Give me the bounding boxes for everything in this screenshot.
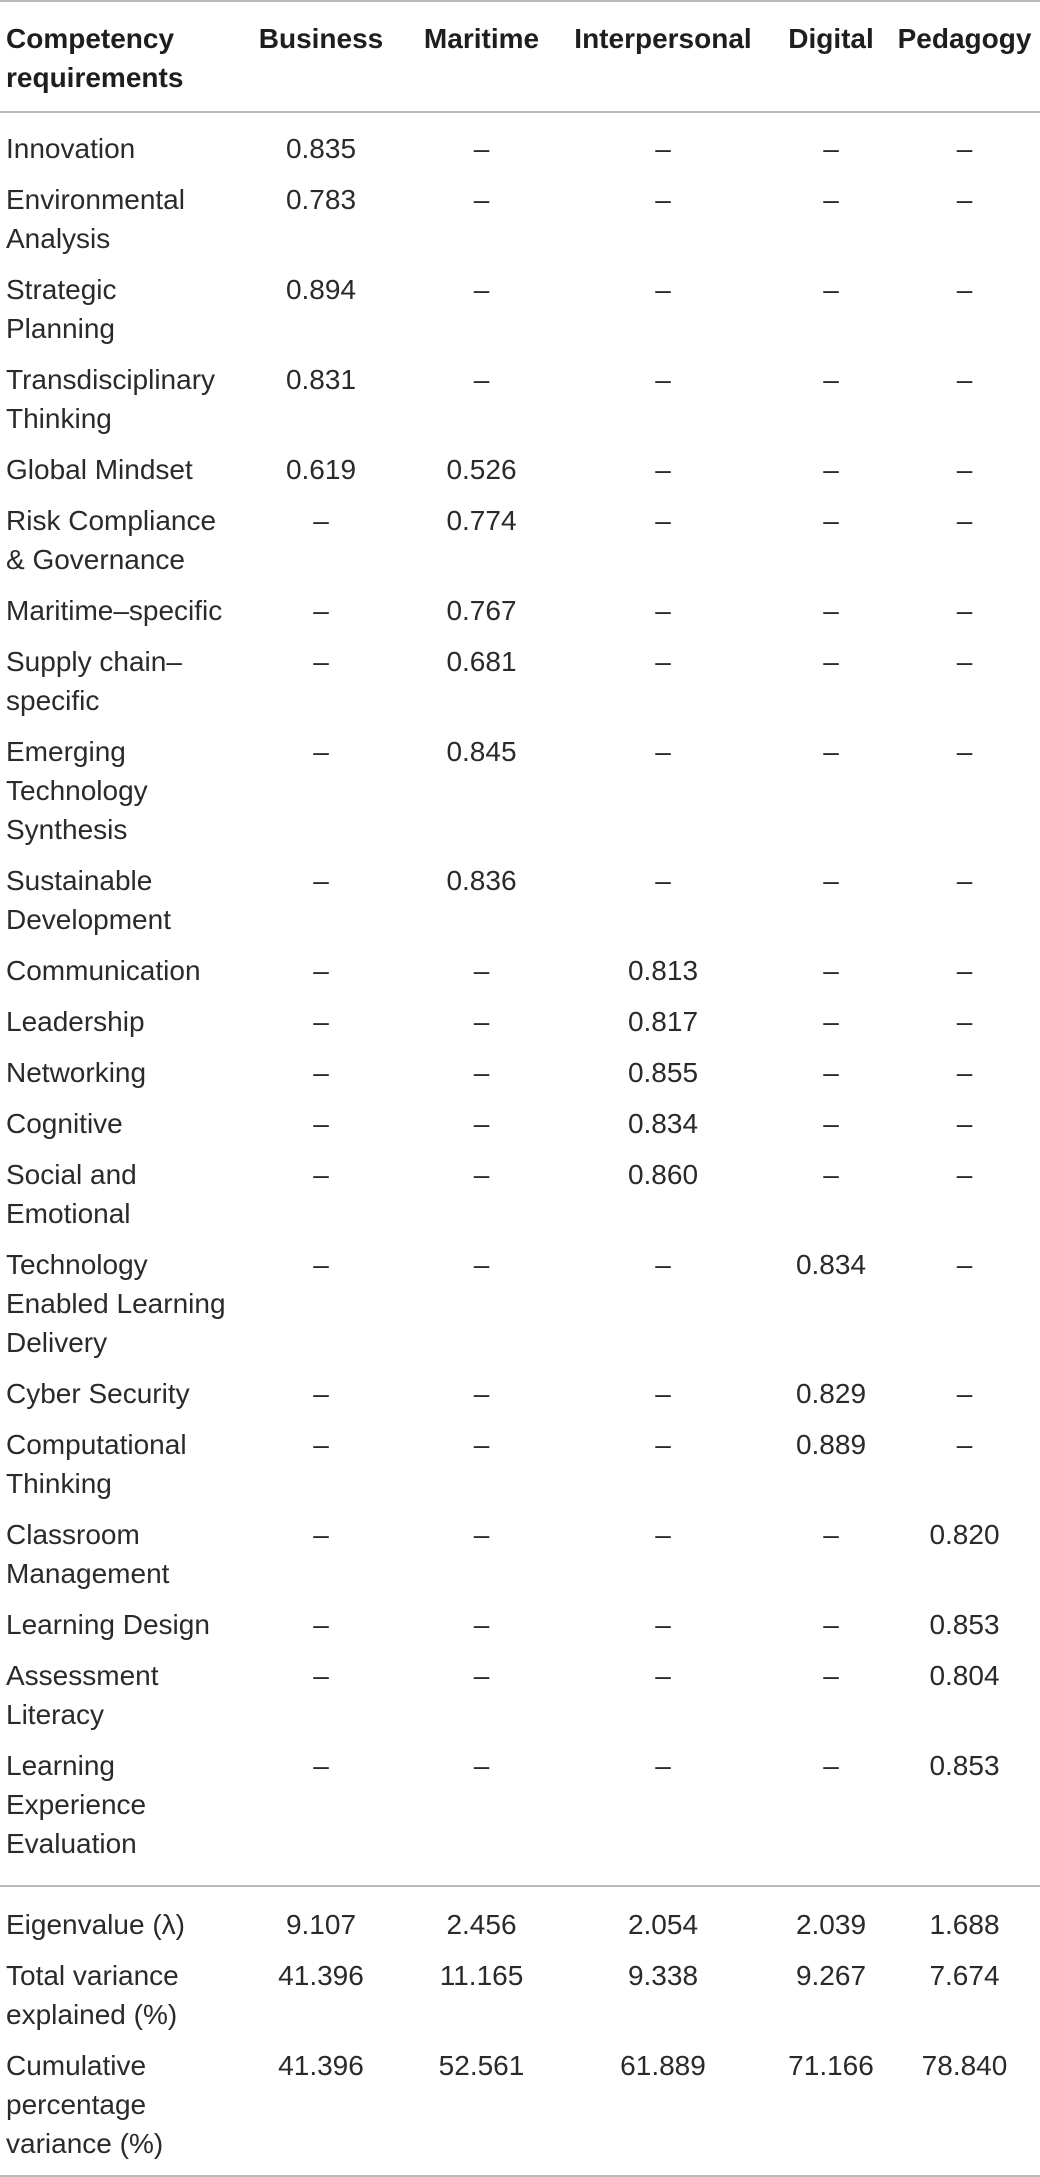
header-digital: Digital <box>773 2 889 112</box>
table-cell: – <box>956 1057 973 1088</box>
table-cell: – <box>956 1429 973 1460</box>
table-row <box>0 1511 1040 1601</box>
table-cell: 0.834 <box>795 1249 867 1280</box>
row-label: Emerging Technology Synthesis <box>6 736 148 845</box>
table-cell: – <box>956 595 973 626</box>
row-label: Learning Experience Evaluation <box>6 1750 147 1859</box>
row-label: Sustainable Development <box>6 865 171 935</box>
row-label: Maritime–specific <box>6 595 223 626</box>
table-cell: 61.889 <box>553 2042 773 2176</box>
table-cell: – <box>313 1609 329 1640</box>
table-cell: 1.688 <box>889 1886 1040 1952</box>
table-cell: 0.526 <box>446 454 517 485</box>
table-cell: – <box>956 1159 973 1190</box>
table-cell: – <box>956 1249 973 1280</box>
table-cell: – <box>956 865 973 896</box>
table-cell: 41.396 <box>232 2042 410 2176</box>
table-cell: – <box>655 1249 671 1280</box>
table-cell: – <box>473 274 490 305</box>
table-cell: – <box>473 184 490 215</box>
table-cell: – <box>956 184 973 215</box>
table-row <box>0 857 1040 947</box>
summary-row <box>0 1952 1040 2042</box>
table-cell: – <box>956 955 973 986</box>
table-row <box>0 1370 1040 1421</box>
row-label: Classroom Management <box>6 1519 170 1589</box>
table-cell: – <box>823 646 839 677</box>
table-cell: – <box>823 1519 839 1550</box>
table-row <box>0 1241 1040 1370</box>
row-label: Eigenvalue (λ) <box>0 1886 232 1952</box>
table-cell: – <box>655 736 671 767</box>
table-cell: 7.674 <box>929 1960 1000 1991</box>
table-cell: – <box>823 1609 839 1640</box>
table-cell: 11.165 <box>439 1960 524 1991</box>
table-cell: – <box>313 1519 329 1550</box>
table-row <box>0 1151 1040 1241</box>
header-pedagogy: Pedagogy <box>889 2 1040 112</box>
table-cell: 0.845 <box>446 736 517 767</box>
row-label: Cumulative percentage variance (%) <box>0 2042 232 2176</box>
table-row <box>0 176 1040 266</box>
table-cell: – <box>823 1057 839 1088</box>
table-cell: – <box>956 1378 973 1409</box>
table-cell: – <box>956 1006 973 1037</box>
table-cell: 0.836 <box>446 865 517 896</box>
table-cell: – <box>655 364 671 395</box>
table-cell: 0.853 <box>929 1609 1000 1640</box>
table-cell: – <box>313 1660 329 1691</box>
table-cell: – <box>823 364 839 395</box>
table-cell: – <box>473 1660 490 1691</box>
table-cell: 0.783 <box>285 184 357 215</box>
table-cell: – <box>823 274 839 305</box>
table-row <box>0 446 1040 497</box>
table-cell: 41.396 <box>278 1960 364 1991</box>
table-cell: – <box>823 736 839 767</box>
table-cell: – <box>823 865 839 896</box>
table-row <box>0 112 1040 176</box>
header-business: Business <box>232 2 410 112</box>
table-cell: – <box>473 364 490 395</box>
table-cell: – <box>313 1108 329 1139</box>
table-row <box>0 998 1040 1049</box>
table-cell: 2.456 <box>410 1886 553 1952</box>
table-cell: – <box>655 274 671 305</box>
table-cell: – <box>655 184 671 215</box>
table-cell: – <box>655 1429 671 1460</box>
row-label: Strategic Planning <box>6 274 117 344</box>
table-cell: – <box>956 454 973 485</box>
table-cell: – <box>655 1519 671 1550</box>
table-cell: – <box>823 454 839 485</box>
row-label: Risk Compliance & Governance <box>6 505 217 575</box>
table-cell: – <box>823 505 839 536</box>
table-cell: – <box>655 454 671 485</box>
table-row <box>0 1601 1040 1652</box>
table-cell: 2.039 <box>773 1886 889 1952</box>
header-maritime: Maritime <box>410 2 553 112</box>
table-cell: – <box>956 736 973 767</box>
table-cell: 0.855 <box>627 1057 699 1088</box>
table-cell: 0.831 <box>285 364 357 395</box>
table-cell: – <box>823 1750 839 1781</box>
row-label: Transdisciplinary Thinking <box>6 364 216 434</box>
table-row <box>0 587 1040 638</box>
table-cell: – <box>823 184 839 215</box>
table-cell: 9.338 <box>627 1960 699 1991</box>
table-cell: – <box>313 1429 329 1460</box>
row-label: Supply chain–specific <box>6 646 182 716</box>
table-cell: – <box>313 736 329 767</box>
row-label: Innovation <box>6 133 136 164</box>
table-row <box>0 1652 1040 1742</box>
table-cell: – <box>313 1057 329 1088</box>
table-row <box>0 266 1040 356</box>
table-cell: – <box>823 1006 839 1037</box>
row-label: Learning Design <box>6 1609 210 1640</box>
table-cell: 0.835 <box>285 133 357 164</box>
table-body <box>0 112 1040 1886</box>
table-cell: – <box>313 1750 329 1781</box>
table-cell: 2.054 <box>553 1886 773 1952</box>
table-cell: 0.813 <box>627 955 699 986</box>
table-cell: 9.107 <box>232 1886 410 1952</box>
row-label: Communication <box>6 955 201 986</box>
table-cell: 71.166 <box>773 2042 889 2176</box>
table-cell: – <box>473 1159 490 1190</box>
table-cell: – <box>823 1108 839 1139</box>
table-cell: – <box>313 646 329 677</box>
table-cell: 78.840 <box>889 2042 1040 2176</box>
table-cell: – <box>956 364 973 395</box>
table-cell: – <box>956 274 973 305</box>
row-label: Social and Emotional <box>6 1159 137 1229</box>
table-cell: – <box>823 595 839 626</box>
table-cell: 0.804 <box>929 1660 1000 1691</box>
table-cell: – <box>655 1378 671 1409</box>
table-row <box>0 356 1040 446</box>
table-cell: – <box>655 1660 671 1691</box>
table-cell: – <box>655 595 671 626</box>
table-cell: 0.834 <box>627 1108 699 1139</box>
table-cell: 0.829 <box>795 1378 867 1409</box>
table-cell: – <box>313 595 329 626</box>
header-interpersonal: Interpersonal <box>553 2 773 112</box>
table-row <box>0 1421 1040 1511</box>
row-label: Assessment Literacy <box>6 1660 159 1730</box>
table-cell: – <box>313 1159 329 1190</box>
table-row <box>0 497 1040 587</box>
table-cell: – <box>473 955 490 986</box>
table-cell: 0.619 <box>285 454 357 485</box>
table-cell: – <box>473 1750 490 1781</box>
table-cell: – <box>473 1378 490 1409</box>
row-label: Total variance explained (%) <box>6 1960 179 2030</box>
table-cell: – <box>655 646 671 677</box>
header-competency-requirements: Competency requirements <box>0 2 232 112</box>
table-cell: 0.774 <box>446 505 517 536</box>
table-cell: – <box>473 1609 490 1640</box>
table-cell: – <box>956 505 973 536</box>
row-label: Leadership <box>6 1006 145 1037</box>
summary-row <box>0 1886 1040 1952</box>
table-cell: 0.853 <box>929 1750 1000 1781</box>
table-cell: – <box>473 1249 490 1280</box>
table-cell: – <box>313 1378 329 1409</box>
table-cell: – <box>473 1519 490 1550</box>
table-cell: 52.561 <box>410 2042 553 2176</box>
table-cell: – <box>956 133 973 164</box>
table-cell: – <box>655 1750 671 1781</box>
table-cell: – <box>313 1006 329 1037</box>
table-summary <box>0 1886 1040 2176</box>
table-cell: – <box>313 865 329 896</box>
row-label: Environmental Analysis <box>6 184 185 254</box>
table-cell: – <box>655 505 671 536</box>
table-cell: – <box>655 133 671 164</box>
table-cell: 0.894 <box>285 274 357 305</box>
row-label: Global Mindset <box>6 454 193 485</box>
table-cell: 0.817 <box>627 1006 699 1037</box>
table-cell: – <box>655 865 671 896</box>
row-label: Computational Thinking <box>6 1429 187 1499</box>
table-row <box>0 638 1040 728</box>
table-cell: – <box>823 1159 839 1190</box>
row-label: Technology Enabled Learning Delivery <box>6 1249 226 1358</box>
table-cell: – <box>313 505 329 536</box>
table-row <box>0 1049 1040 1100</box>
summary-row <box>0 2042 1040 2176</box>
table-cell: 0.860 <box>627 1159 699 1190</box>
table-cell: – <box>313 1249 329 1280</box>
table-cell: – <box>655 1609 671 1640</box>
table-cell: – <box>956 1108 973 1139</box>
table-cell: – <box>313 955 329 986</box>
table-cell: 0.820 <box>929 1519 1000 1550</box>
row-label: Cyber Security <box>6 1378 190 1409</box>
row-label: Networking <box>6 1057 147 1088</box>
table-row <box>0 1100 1040 1151</box>
table-cell: – <box>956 646 973 677</box>
table-row <box>0 728 1040 857</box>
table-header <box>0 1 1040 112</box>
table-cell: 0.681 <box>446 646 517 677</box>
table-cell: – <box>823 1660 839 1691</box>
table-cell: – <box>473 1108 490 1139</box>
header-row <box>0 2 1040 112</box>
table-cell: – <box>823 133 839 164</box>
table-cell: – <box>473 133 490 164</box>
table-cell: 0.767 <box>446 595 517 626</box>
table-cell: – <box>473 1006 490 1037</box>
table-cell: – <box>473 1429 490 1460</box>
row-label: Cognitive <box>6 1108 123 1139</box>
table-cell: – <box>473 1057 490 1088</box>
table-cell: – <box>823 955 839 986</box>
table-cell: 0.889 <box>795 1429 867 1460</box>
table-row <box>0 947 1040 998</box>
table-row <box>0 1742 1040 1886</box>
table-cell: 9.267 <box>795 1960 867 1991</box>
